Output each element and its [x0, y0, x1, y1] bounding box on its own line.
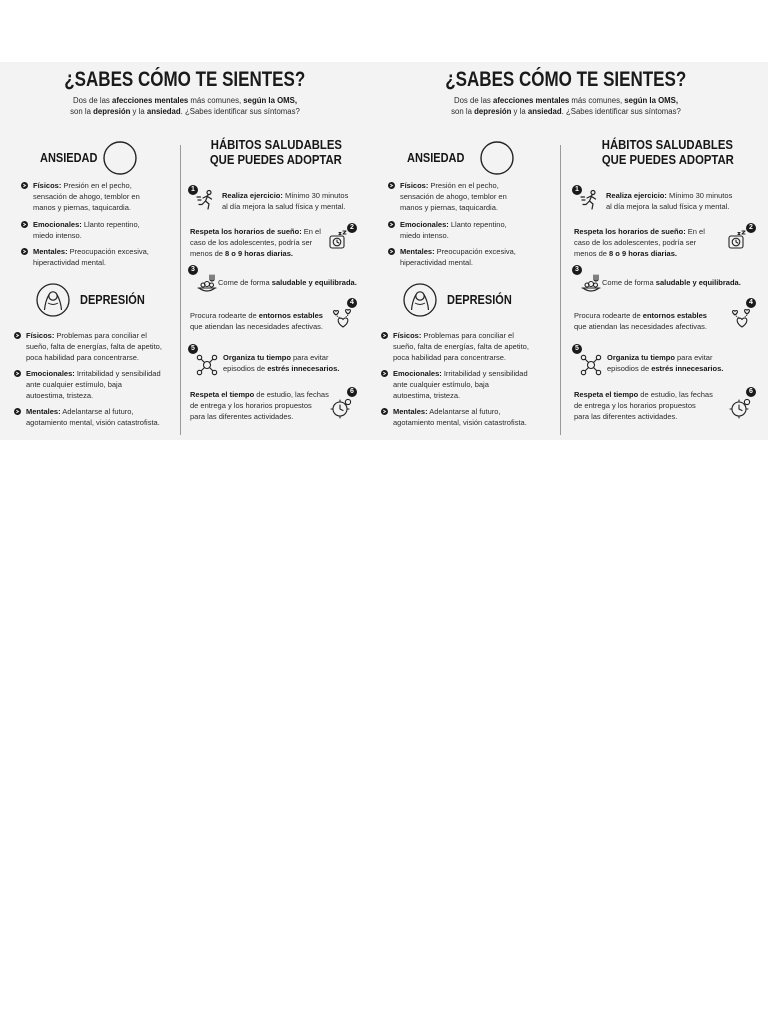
- text: manos y piernas, taquicardia.: [400, 203, 498, 212]
- text: de estudio, las fechas: [254, 390, 329, 399]
- arrow-bullet-icon: [388, 248, 395, 255]
- text-line: [190, 226, 321, 237]
- bold-text: según la OMS,: [243, 96, 298, 105]
- text-line: [400, 202, 507, 213]
- bold-text: Realiza ejercicio:: [606, 191, 667, 200]
- depression-symptom-item: [393, 330, 529, 363]
- bold-text: depresión: [93, 107, 131, 116]
- text-line: [26, 406, 160, 417]
- anxiety-circle-icon: [480, 141, 514, 175]
- text: que atiendan las necesidades afectivas.: [190, 322, 324, 331]
- arrow-bullet-icon: [21, 182, 28, 189]
- text: son la: [451, 107, 475, 116]
- bold-text: Emocionales:: [400, 220, 449, 229]
- habit-number-badge: 3: [188, 265, 198, 275]
- text-line: [376, 106, 756, 117]
- flyer-title: [0, 67, 370, 93]
- anxiety-symptom-item: [400, 219, 507, 241]
- text: sueño, falta de energías, falta de apetito,: [26, 342, 162, 351]
- text: Adelantarse al futuro,: [60, 407, 134, 416]
- text-line: [0, 106, 370, 117]
- running-person-icon: [580, 189, 602, 211]
- text: Procura rodearte de: [574, 311, 643, 320]
- organize-network-icon: [196, 354, 218, 376]
- text: sensación de ahogo, temblor en: [33, 192, 140, 201]
- text: En el: [685, 227, 705, 236]
- text-line: [190, 400, 329, 411]
- habit-text: [223, 352, 339, 374]
- text-line: [190, 248, 321, 259]
- text: Irritabilidad y sensibilidad: [74, 369, 161, 378]
- anxiety-circle-icon: [103, 141, 137, 175]
- text: Problemas para conciliar el: [421, 331, 514, 340]
- habits-heading-text: QUE PUEDES ADOPTAR: [601, 152, 734, 167]
- text-line: [393, 330, 529, 341]
- text: ante cualquier estímulo, baja: [393, 380, 489, 389]
- flyer-title: [376, 67, 756, 93]
- text: más comunes,: [569, 96, 625, 105]
- arrow-bullet-icon: [381, 408, 388, 415]
- healthy-food-icon: [580, 272, 602, 294]
- text-line: [393, 368, 528, 379]
- text-line: [33, 219, 140, 230]
- text-line: [607, 352, 723, 363]
- text: de entrega y los horarios propuestos: [190, 401, 312, 410]
- habit-number-badge: 4: [746, 298, 756, 308]
- arrow-bullet-icon: [14, 370, 21, 377]
- text-line: [574, 226, 705, 237]
- habit-number-badge: 3: [572, 265, 582, 275]
- text-line: [222, 190, 348, 201]
- anxiety-symptom-item: [33, 246, 149, 268]
- text: hiperactividad mental.: [33, 258, 106, 267]
- bold-text: Mentales:: [26, 407, 61, 416]
- text-line: [0, 95, 370, 106]
- text: de estudio, las fechas: [638, 390, 713, 399]
- flyer-title-text: ¿SABES CÓMO TE SIENTES?: [64, 68, 306, 91]
- bold-text: estrés innecesarios.: [267, 364, 340, 373]
- text: que atiendan las necesidades afectivas.: [574, 322, 708, 331]
- text-line: [190, 321, 323, 332]
- bold-text: ansiedad: [527, 107, 562, 116]
- bold-text: Físicos:: [400, 181, 429, 190]
- anxiety-symptom-item: [33, 219, 140, 241]
- text-line: [26, 417, 160, 428]
- text-line: [26, 352, 162, 363]
- depression-symptom-item: [26, 406, 160, 428]
- hearts-icon: [730, 307, 752, 329]
- study-clock-icon: [729, 397, 751, 419]
- habit-number-badge: 2: [746, 223, 756, 233]
- symptom-text: [33, 180, 140, 213]
- bold-text: 8 o 9 horas diarias.: [609, 249, 677, 258]
- habits-heading: [188, 137, 364, 167]
- text: autoestima, tristeza.: [26, 391, 94, 400]
- bold-text: según la OMS,: [624, 96, 679, 105]
- bold-text: Respeta los horarios de sueño:: [190, 227, 302, 236]
- text: sueño, falta de energías, falta de apetito,: [393, 342, 529, 351]
- text: de entrega y los horarios propuestos: [574, 401, 696, 410]
- text: Mínimo 30 minutos: [282, 191, 349, 200]
- bold-text: afecciones mentales: [492, 96, 570, 105]
- text-line: [602, 277, 741, 288]
- text: para las diferentes actividades.: [574, 412, 678, 421]
- text: Mínimo 30 minutos: [666, 191, 733, 200]
- text: agotamiento mental, visión catastrofista.: [393, 418, 527, 427]
- text: para evitar: [290, 353, 329, 362]
- symptom-text: [26, 368, 161, 401]
- habit-number-badge: 6: [347, 387, 357, 397]
- text-line: [26, 368, 161, 379]
- running-person-icon: [196, 189, 218, 211]
- arrow-bullet-icon: [14, 408, 21, 415]
- habit-number-badge: 5: [572, 344, 582, 354]
- text: más comunes,: [188, 96, 244, 105]
- text-line: [400, 246, 516, 257]
- text-line: [26, 379, 161, 390]
- intro-text: [376, 95, 756, 117]
- text: Presión en el pecho,: [61, 181, 132, 190]
- symptom-text: [26, 330, 162, 363]
- symptom-text: [393, 368, 528, 401]
- text: autoestima, tristeza.: [393, 391, 461, 400]
- text-line: [400, 219, 507, 230]
- habits-heading-line: [572, 137, 763, 152]
- arrow-bullet-icon: [388, 182, 395, 189]
- habit-text: [218, 277, 357, 288]
- text: Dos de las: [72, 96, 112, 105]
- symptom-text: [26, 406, 160, 428]
- text-line: [33, 180, 140, 191]
- depression-heading-text: DEPRESIÓN: [447, 293, 512, 307]
- text: y la: [511, 107, 528, 116]
- text-line: [190, 310, 323, 321]
- text: Procura rodearte de: [190, 311, 259, 320]
- text: y la: [130, 107, 147, 116]
- text-line: [574, 237, 705, 248]
- text-line: [574, 411, 713, 422]
- text-line: [376, 95, 756, 106]
- bold-text: Emocionales:: [33, 220, 82, 229]
- healthy-food-icon: [196, 272, 218, 294]
- depression-symptom-item: [393, 406, 527, 428]
- text-line: [607, 363, 723, 374]
- bold-text: Realiza ejercicio:: [222, 191, 283, 200]
- anxiety-heading: [40, 151, 105, 165]
- text: sensación de ahogo, temblor en: [400, 192, 507, 201]
- habits-heading-line: [188, 137, 364, 152]
- flyer-title-text: ¿SABES CÓMO TE SIENTES?: [445, 68, 687, 91]
- text: caso de los adolescentes, podría ser: [574, 238, 697, 247]
- bold-text: Respeta el tiempo: [190, 390, 255, 399]
- bold-text: saludable y equilibrada.: [655, 278, 741, 287]
- bold-text: Físicos:: [26, 331, 55, 340]
- text: manos y piernas, taquicardia.: [33, 203, 131, 212]
- habit-text: [606, 190, 732, 212]
- anxiety-symptom-item: [400, 246, 516, 268]
- arrow-bullet-icon: [21, 221, 28, 228]
- habit-text: [574, 226, 705, 259]
- text: . ¿Sabes identificar sus síntomas?: [180, 107, 300, 116]
- text: agotamiento mental, visión catastrofista.: [26, 418, 160, 427]
- text: poca habilidad para concentrarse.: [26, 353, 139, 362]
- flyer-copy: [0, 0, 370, 440]
- text-line: [26, 330, 162, 341]
- text: Llanto repentino,: [81, 220, 140, 229]
- sleep-clock-icon: [327, 229, 349, 251]
- text: poca habilidad para concentrarse.: [393, 353, 506, 362]
- habit-text: [222, 190, 348, 212]
- habits-heading-text: HÁBITOS SALUDABLES: [210, 137, 342, 152]
- anxiety-heading: [407, 151, 472, 165]
- bold-text: Mentales:: [400, 247, 435, 256]
- text-line: [606, 190, 732, 201]
- text-line: [218, 277, 357, 288]
- text-line: [574, 310, 707, 321]
- text-line: [400, 180, 507, 191]
- depression-symptom-item: [26, 330, 162, 363]
- text-line: [393, 406, 527, 417]
- habit-text: [190, 226, 321, 259]
- text: al día mejora la salud física y mental.: [222, 202, 346, 211]
- text: Presión en el pecho,: [428, 181, 499, 190]
- anxiety-symptom-item: [400, 180, 507, 213]
- text-line: [606, 201, 732, 212]
- bold-text: Mentales:: [393, 407, 428, 416]
- habit-number-badge: 1: [572, 185, 582, 195]
- sad-person-icon: [36, 283, 70, 317]
- bold-text: ansiedad: [146, 107, 181, 116]
- bold-text: Físicos:: [393, 331, 422, 340]
- symptom-text: [33, 219, 140, 241]
- text: para las diferentes actividades.: [190, 412, 294, 421]
- arrow-bullet-icon: [21, 248, 28, 255]
- arrow-bullet-icon: [381, 370, 388, 377]
- text-line: [190, 411, 329, 422]
- symptom-text: [33, 246, 149, 268]
- column-divider: [180, 145, 181, 435]
- column-divider: [560, 145, 561, 435]
- symptom-text: [393, 406, 527, 428]
- habits-heading-text: QUE PUEDES ADOPTAR: [210, 152, 342, 167]
- symptom-text: [393, 330, 529, 363]
- depression-heading: [447, 293, 521, 307]
- text: Preocupación excesiva,: [434, 247, 516, 256]
- text: son la: [70, 107, 94, 116]
- text-line: [33, 202, 140, 213]
- habit-text: [190, 310, 323, 332]
- bold-text: Respeta los horarios de sueño:: [574, 227, 686, 236]
- text-line: [223, 352, 339, 363]
- depression-symptom-item: [393, 368, 528, 401]
- text-line: [400, 230, 507, 241]
- anxiety-heading-text: ANSIEDAD: [40, 151, 98, 165]
- intro-text: [0, 95, 370, 117]
- depression-symptom-item: [26, 368, 161, 401]
- text: episodios de: [607, 364, 652, 373]
- text-line: [574, 321, 707, 332]
- flyer-copy: [376, 0, 756, 440]
- depression-heading: [80, 293, 154, 307]
- text-line: [400, 191, 507, 202]
- study-clock-icon: [330, 397, 352, 419]
- text-line: [33, 191, 140, 202]
- arrow-bullet-icon: [381, 332, 388, 339]
- habits-heading: [572, 137, 763, 167]
- text: hiperactividad mental.: [400, 258, 473, 267]
- text: Preocupación excesiva,: [67, 247, 149, 256]
- arrow-bullet-icon: [388, 221, 395, 228]
- text: . ¿Sabes identificar sus síntomas?: [561, 107, 681, 116]
- bold-text: Organiza tu tiempo: [223, 353, 291, 362]
- text: En el: [301, 227, 321, 236]
- text: Dos de las: [453, 96, 493, 105]
- arrow-bullet-icon: [14, 332, 21, 339]
- text: Come de forma: [602, 278, 656, 287]
- habit-text: [574, 389, 713, 422]
- text-line: [393, 379, 528, 390]
- text: ante cualquier estímulo, baja: [26, 380, 122, 389]
- text-line: [574, 389, 713, 400]
- text-line: [400, 257, 516, 268]
- bold-text: afecciones mentales: [111, 96, 189, 105]
- symptom-text: [400, 180, 507, 213]
- bold-text: 8 o 9 horas diarias.: [225, 249, 293, 258]
- text: Come de forma: [218, 278, 272, 287]
- habit-text: [607, 352, 723, 374]
- habit-number-badge: 1: [188, 185, 198, 195]
- text-line: [26, 390, 161, 401]
- text-line: [33, 230, 140, 241]
- organize-network-icon: [580, 354, 602, 376]
- text-line: [190, 389, 329, 400]
- habits-heading-text: HÁBITOS SALUDABLES: [601, 137, 734, 152]
- sleep-clock-icon: [726, 229, 748, 251]
- habit-number-badge: 6: [746, 387, 756, 397]
- text-line: [222, 201, 348, 212]
- bold-text: Respeta el tiempo: [574, 390, 639, 399]
- text: miedo intenso.: [33, 231, 82, 240]
- sad-person-icon: [403, 283, 437, 317]
- text: menos de: [574, 249, 610, 258]
- text-line: [393, 352, 529, 363]
- text-line: [26, 341, 162, 352]
- depression-heading-text: DEPRESIÓN: [80, 293, 145, 307]
- habits-heading-line: [188, 152, 364, 167]
- habits-heading-line: [572, 152, 763, 167]
- text: menos de: [190, 249, 226, 258]
- text-line: [190, 237, 321, 248]
- text-line: [393, 341, 529, 352]
- text-line: [574, 400, 713, 411]
- bold-text: saludable y equilibrada.: [271, 278, 357, 287]
- text: Llanto repentino,: [448, 220, 507, 229]
- text-line: [33, 246, 149, 257]
- text-line: [33, 257, 149, 268]
- bold-text: estrés innecesarios.: [651, 364, 724, 373]
- habit-number-badge: 2: [347, 223, 357, 233]
- bold-text: Mentales:: [33, 247, 68, 256]
- bold-text: Emocionales:: [26, 369, 75, 378]
- bold-text: entornos estables: [258, 311, 323, 320]
- habit-number-badge: 4: [347, 298, 357, 308]
- symptom-text: [400, 219, 507, 241]
- text: caso de los adolescentes, podría ser: [190, 238, 313, 247]
- anxiety-symptom-item: [33, 180, 140, 213]
- text: Adelantarse al futuro,: [427, 407, 501, 416]
- text: para evitar: [674, 353, 713, 362]
- bold-text: depresión: [474, 107, 512, 116]
- text: episodios de: [223, 364, 268, 373]
- habit-number-badge: 5: [188, 344, 198, 354]
- text: al día mejora la salud física y mental.: [606, 202, 730, 211]
- symptom-text: [400, 246, 516, 268]
- habit-text: [190, 389, 329, 422]
- bold-text: Físicos:: [33, 181, 62, 190]
- habit-text: [602, 277, 741, 288]
- text: Problemas para conciliar el: [54, 331, 147, 340]
- habit-text: [574, 310, 707, 332]
- text-line: [393, 390, 528, 401]
- text-line: [393, 417, 527, 428]
- text-line: [574, 248, 705, 259]
- text: miedo intenso.: [400, 231, 449, 240]
- text: Irritabilidad y sensibilidad: [441, 369, 528, 378]
- text-line: [223, 363, 339, 374]
- bold-text: Emocionales:: [393, 369, 442, 378]
- hearts-icon: [331, 307, 353, 329]
- bold-text: Organiza tu tiempo: [607, 353, 675, 362]
- anxiety-heading-text: ANSIEDAD: [407, 151, 465, 165]
- bold-text: entornos estables: [642, 311, 707, 320]
